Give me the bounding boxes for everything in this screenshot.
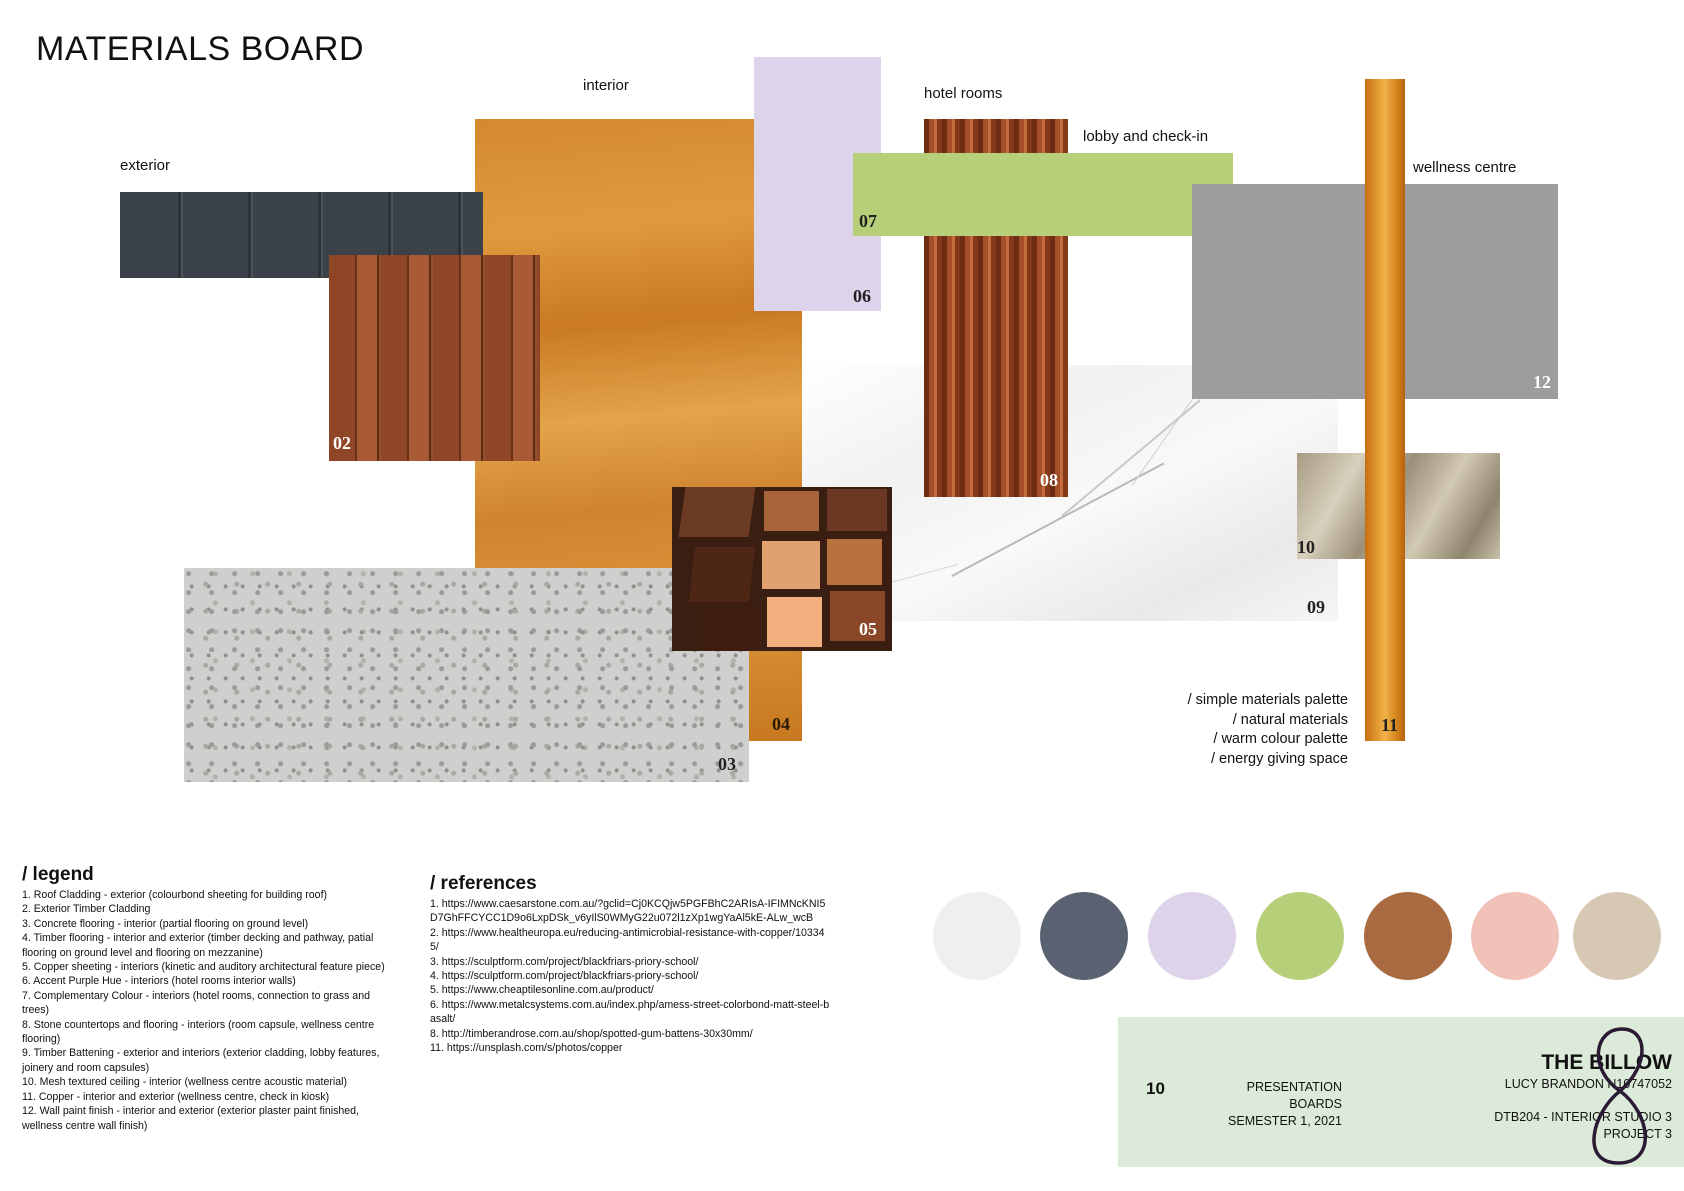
legend-item: 12. Wall paint finish - interior and exterior (exterior plaster paint finished, wellness centre wall finish)	[22, 1105, 359, 1132]
sample-number: 02	[333, 433, 351, 453]
design-note: / energy giving space	[1210, 750, 1348, 767]
legend-heading: / legend	[22, 864, 94, 885]
sample-number: 10	[1297, 537, 1315, 557]
palette-swatch	[1256, 892, 1344, 980]
zone-label-interior: interior	[583, 77, 629, 94]
sample-number: 05	[859, 619, 877, 639]
material-sample-complementary-green	[853, 153, 1233, 236]
reference-link[interactable]: 1. https://www.caesarstone.com.au/?gclid=Cj0KCQjw5PGFBhC2ARIsA-IFIMNcKNI5D7GhFFCYCC1D9o6LxpDSk_v6yIlS0WMyG22u072l1zXp1wgYaAl5kE-ALw_wcB	[430, 898, 826, 925]
zone-label-hotel-rooms: hotel rooms	[924, 85, 1003, 102]
legend-item: 9. Timber Battening - exterior and interiors (exterior cladding, lobby features, joinery and room capsules)	[22, 1047, 380, 1074]
figure-eight-loop-logo-icon	[1568, 1021, 1672, 1167]
material-sample-copper-sheeting	[672, 487, 892, 651]
palette-swatch	[1148, 892, 1236, 980]
legend-item: 10. Mesh textured ceiling - interior (wellness centre acoustic material)	[22, 1076, 348, 1089]
references-heading: / references	[430, 873, 537, 894]
sample-number: 04	[772, 714, 790, 734]
reference-link[interactable]: 5. https://www.cheaptilesonline.com.au/product/	[430, 984, 654, 997]
design-note: / natural materials	[1232, 711, 1348, 728]
title-block	[1118, 1017, 1684, 1167]
legend-item: 2. Exterior Timber Cladding	[22, 903, 151, 916]
sample-number: 12	[1533, 372, 1551, 392]
legend-item: 7. Complementary Colour - interiors (hotel rooms, connection to grass and trees)	[22, 989, 370, 1017]
legend-item: 1. Roof Cladding - exterior (colourbond sheeting for building roof)	[22, 889, 328, 901]
legend-item: 11. Copper - interior and exterior (wellness centre, check in kiosk)	[22, 1090, 330, 1103]
semester-line: SEMESTER 1, 2021	[1228, 1114, 1342, 1128]
presentation-line: PRESENTATION BOARDS	[1246, 1080, 1342, 1111]
legend	[22, 864, 392, 1133]
course-line: DTB204 - INTERIOR STUDIO 3	[1494, 1110, 1672, 1124]
project-line: PROJECT 3	[1603, 1127, 1672, 1141]
presentation-info	[1206, 1079, 1342, 1130]
legend-item: 4. Timber flooring - interior and exterior (timber decking and pathway, patial flooring on ground level and flooring on mezzanine)	[22, 932, 374, 959]
legend-item: 5. Copper sheeting - interiors (kinetic and auditory architectural feature piece)	[22, 961, 385, 974]
palette-swatch	[933, 892, 1021, 980]
palette-swatch	[1364, 892, 1452, 980]
palette-swatch	[1471, 892, 1559, 980]
legend-item: 3. Concrete flooring - interior (partial flooring on ground level)	[22, 917, 309, 930]
material-sample-concrete-flooring	[184, 568, 749, 782]
zone-label-exterior: exterior	[120, 157, 171, 174]
reference-link[interactable]: 11. https://unsplash.com/s/photos/copper	[430, 1042, 623, 1055]
sample-number: 03	[718, 754, 736, 774]
design-note: / warm colour palette	[1213, 731, 1348, 747]
project-title: THE BILLOW	[1541, 1051, 1672, 1074]
page-number: 10	[1146, 1079, 1165, 1098]
zone-label-lobby: lobby and check-in	[1083, 128, 1209, 145]
sample-number: 11	[1381, 715, 1399, 735]
palette-swatch	[1040, 892, 1128, 980]
legend-item: 8. Stone countertops and flooring - interiors (room capsule, wellness centre flooring)	[22, 1018, 375, 1046]
board-title: MATERIALS BOARD	[36, 30, 365, 68]
references	[430, 873, 830, 1055]
design-notes	[1120, 691, 1348, 769]
reference-link[interactable]: 2. https://www.healtheuropa.eu/reducing-antimicrobial-resistance-with-copper/103345/	[430, 926, 825, 954]
material-sample-copper-strip	[1365, 79, 1405, 741]
material-sample-exterior-timber-cladding	[329, 255, 540, 461]
reference-link[interactable]: 3. https://sculptform.com/project/blackfriars-priory-school/	[430, 955, 699, 968]
student-name: LUCY BRANDON N10747052	[1504, 1077, 1672, 1091]
reference-link[interactable]: 4. https://sculptform.com/project/blackfriars-priory-school/	[430, 970, 699, 983]
design-note: / simple materials palette	[1187, 692, 1348, 708]
zone-label-wellness: wellness centre	[1413, 159, 1517, 176]
legend-item: 6. Accent Purple Hue - interiors (hotel rooms interior walls)	[22, 975, 296, 988]
reference-link[interactable]: 6. https://www.metalcsystems.com.au/index.php/amess-street-colorbond-matt-steel-basalt/	[430, 998, 830, 1026]
sample-number: 06	[853, 286, 871, 306]
reference-link[interactable]: 8. http://timberandrose.com.au/shop/spotted-gum-battens-30x30mm/	[430, 1027, 753, 1040]
palette-swatch	[1573, 892, 1661, 980]
sample-number: 07	[859, 211, 877, 231]
sample-number: 09	[1307, 597, 1325, 617]
sample-number: 08	[1040, 470, 1058, 490]
